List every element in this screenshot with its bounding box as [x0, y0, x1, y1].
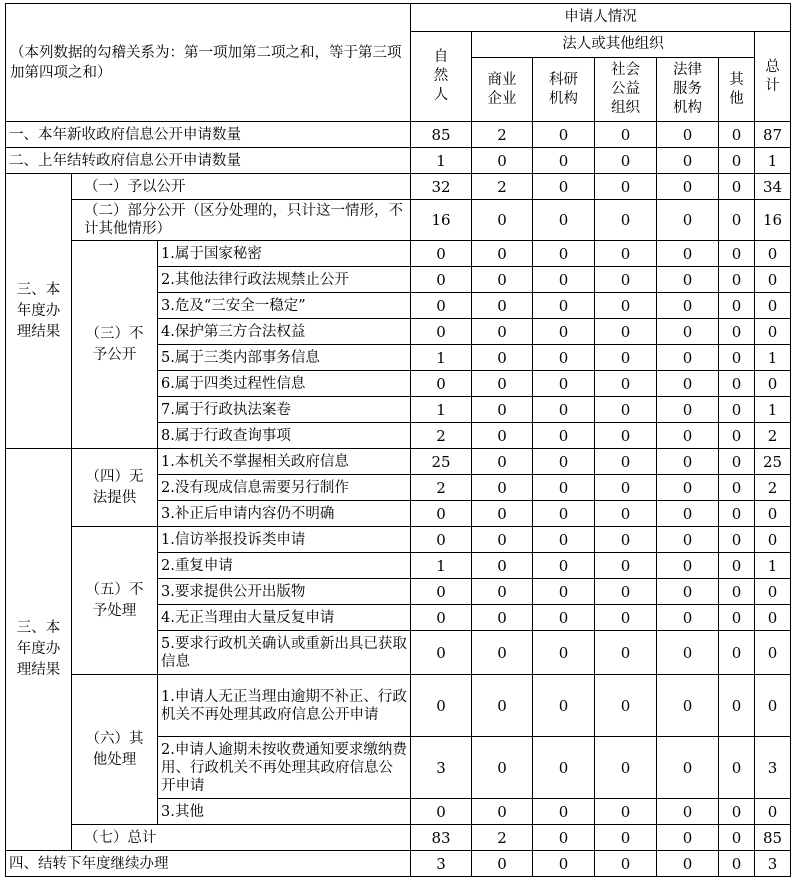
- cell: 0: [533, 174, 595, 200]
- cell: 0: [755, 371, 791, 397]
- cell: 0: [595, 501, 657, 527]
- cell: 0: [533, 241, 595, 267]
- cell: 0: [657, 501, 719, 527]
- row-label: 4.保护第三方合法权益: [158, 319, 411, 345]
- cell: 0: [719, 675, 755, 737]
- row-label: （一）予以公开: [72, 174, 411, 200]
- cell: 0: [472, 371, 533, 397]
- row-label: 6.属于四类过程性信息: [158, 371, 411, 397]
- cell: 0: [719, 423, 755, 449]
- cell: 0: [533, 527, 595, 553]
- table-row: [6, 200, 791, 241]
- cell: 0: [657, 475, 719, 501]
- cell: 0: [657, 605, 719, 631]
- cell: 2: [755, 423, 791, 449]
- cell: 0: [411, 501, 472, 527]
- cell: 0: [533, 553, 595, 579]
- cell: 0: [533, 475, 595, 501]
- cell: 0: [719, 475, 755, 501]
- cell: 0: [719, 737, 755, 799]
- group-withhold-label: （三）不予公开: [72, 241, 158, 449]
- row-label: 4.无正当理由大量反复申请: [158, 605, 411, 631]
- cell: 0: [595, 475, 657, 501]
- cell: 0: [595, 174, 657, 200]
- cell: 0: [719, 527, 755, 553]
- cell: 0: [472, 799, 533, 825]
- cell: 0: [657, 293, 719, 319]
- cell: 0: [595, 737, 657, 799]
- cell: 0: [533, 799, 595, 825]
- cell: 0: [755, 293, 791, 319]
- row-label: 5.属于三类内部事务信息: [158, 345, 411, 371]
- cell: 1: [755, 553, 791, 579]
- cell: 1: [755, 345, 791, 371]
- cell: 0: [472, 553, 533, 579]
- cell: 0: [657, 241, 719, 267]
- cell: 0: [595, 371, 657, 397]
- cell: 0: [411, 267, 472, 293]
- cell: 0: [595, 397, 657, 423]
- table-row: [6, 449, 791, 475]
- cell: 0: [657, 631, 719, 675]
- cell: 0: [657, 675, 719, 737]
- cell: 0: [411, 293, 472, 319]
- cell: 0: [411, 579, 472, 605]
- cell: 0: [533, 501, 595, 527]
- applicant-status-header: 申请人情况: [411, 4, 791, 32]
- cell: 0: [472, 675, 533, 737]
- cell: 0: [719, 293, 755, 319]
- cell: 0: [533, 851, 595, 877]
- cell: 0: [595, 148, 657, 174]
- col-header-business: 商业企业: [472, 58, 533, 122]
- cell: 0: [472, 345, 533, 371]
- cell: 0: [657, 851, 719, 877]
- cell: 0: [533, 449, 595, 475]
- row-label: 1.属于国家秘密: [158, 241, 411, 267]
- cell: 0: [755, 579, 791, 605]
- cell: 0: [595, 825, 657, 851]
- col-header-legal-service: 法律服务机构: [657, 58, 719, 122]
- cell: 0: [657, 423, 719, 449]
- cell: 32: [411, 174, 472, 200]
- cell: 0: [755, 527, 791, 553]
- cell: 0: [595, 345, 657, 371]
- cell: 0: [595, 579, 657, 605]
- cell: 0: [719, 174, 755, 200]
- cell: 0: [755, 241, 791, 267]
- row-label: 1.信访举报投诉类申请: [158, 527, 411, 553]
- table-row: [6, 241, 791, 267]
- cell: 0: [657, 148, 719, 174]
- cell: 0: [472, 200, 533, 241]
- group-other-label: （六）其他处理: [72, 675, 158, 825]
- cell: 0: [657, 174, 719, 200]
- cell: 0: [595, 319, 657, 345]
- cell: 0: [657, 371, 719, 397]
- row-label: （二）部分公开（区分处理的，只计这一情形，不计其他情形）: [72, 200, 411, 241]
- col-header-research: 科研机构: [533, 58, 595, 122]
- cell: 0: [595, 675, 657, 737]
- cell: 0: [719, 579, 755, 605]
- cell: 0: [472, 737, 533, 799]
- cell: 0: [472, 319, 533, 345]
- cell: 0: [533, 631, 595, 675]
- row-label: 2.重复申请: [158, 553, 411, 579]
- cell: 0: [719, 148, 755, 174]
- cell: 0: [657, 527, 719, 553]
- cell: 0: [657, 825, 719, 851]
- cell: 0: [657, 319, 719, 345]
- total-header: 总计: [755, 32, 791, 122]
- cell: 1: [755, 148, 791, 174]
- cell: 3: [411, 737, 472, 799]
- cell: 0: [533, 371, 595, 397]
- cell: 0: [472, 241, 533, 267]
- cell: 85: [411, 122, 472, 148]
- cell: 0: [533, 675, 595, 737]
- row-label: 2.没有现成信息需要另行制作: [158, 475, 411, 501]
- row-label: 3.要求提供公开出版物: [158, 579, 411, 605]
- cell: 0: [595, 423, 657, 449]
- cell: 0: [595, 553, 657, 579]
- cell: 0: [719, 553, 755, 579]
- row-label: 四、结转下年度继续办理: [6, 851, 411, 877]
- cell: 0: [755, 675, 791, 737]
- cell: 1: [411, 553, 472, 579]
- cell: 0: [719, 200, 755, 241]
- row-label: （七）总计: [72, 825, 411, 851]
- cell: 0: [472, 605, 533, 631]
- cell: 0: [411, 241, 472, 267]
- cell: 0: [719, 397, 755, 423]
- cell: 0: [719, 799, 755, 825]
- cell: 0: [595, 527, 657, 553]
- cell: 0: [719, 631, 755, 675]
- row-label: 8.属于行政查询事项: [158, 423, 411, 449]
- cell: 0: [411, 605, 472, 631]
- cell: 0: [472, 267, 533, 293]
- group-cannot-provide-label: （四）无法提供: [72, 449, 158, 527]
- cell: 0: [755, 501, 791, 527]
- cell: 0: [595, 799, 657, 825]
- cell: 0: [657, 397, 719, 423]
- cell: 0: [719, 851, 755, 877]
- col-header-public-welfare: 社会公益组织: [595, 58, 657, 122]
- cell: 1: [411, 397, 472, 423]
- cell: 3: [755, 851, 791, 877]
- cell: 25: [755, 449, 791, 475]
- cell: 0: [719, 501, 755, 527]
- cell: 0: [657, 267, 719, 293]
- cell: 0: [755, 605, 791, 631]
- cell: 0: [595, 851, 657, 877]
- cell: 0: [533, 397, 595, 423]
- cell: 0: [472, 148, 533, 174]
- row-label: 3.其他: [158, 799, 411, 825]
- cell: 0: [595, 267, 657, 293]
- cell: 0: [595, 241, 657, 267]
- cell: 2: [755, 475, 791, 501]
- cell: 0: [533, 345, 595, 371]
- cell: 83: [411, 825, 472, 851]
- table-row: [6, 825, 791, 851]
- cell: 0: [411, 527, 472, 553]
- cell: 0: [595, 605, 657, 631]
- cell: 0: [657, 553, 719, 579]
- cell: 0: [472, 631, 533, 675]
- cell: 0: [755, 799, 791, 825]
- cell: 0: [595, 122, 657, 148]
- cell: 0: [533, 267, 595, 293]
- table-row: [6, 675, 791, 737]
- cell: 85: [755, 825, 791, 851]
- cell: 3: [755, 737, 791, 799]
- relationship-note: （本列数据的勾稽关系为：第一项加第二项之和，等于第三项加第四项之和）: [6, 4, 411, 122]
- table-row: [6, 122, 791, 148]
- cell: 0: [755, 267, 791, 293]
- cell: 0: [533, 423, 595, 449]
- cell: 0: [595, 293, 657, 319]
- natural-person-header: 自然人: [411, 32, 472, 122]
- cell: 0: [657, 122, 719, 148]
- cell: 2: [472, 122, 533, 148]
- cell: 0: [411, 371, 472, 397]
- cell: 0: [595, 449, 657, 475]
- cell: 1: [755, 397, 791, 423]
- cell: 0: [657, 579, 719, 605]
- cell: 0: [472, 579, 533, 605]
- cell: 0: [472, 501, 533, 527]
- cell: 0: [595, 631, 657, 675]
- cell: 0: [472, 475, 533, 501]
- cell: 0: [719, 449, 755, 475]
- cell: 0: [719, 605, 755, 631]
- cell: 0: [719, 241, 755, 267]
- cell: 0: [657, 449, 719, 475]
- col-header-other: 其他: [719, 58, 755, 122]
- cell: 0: [755, 631, 791, 675]
- section3-label-top: 三、本年度办理结果: [6, 174, 72, 449]
- cell: 0: [755, 319, 791, 345]
- cell: 0: [533, 293, 595, 319]
- cell: 2: [472, 825, 533, 851]
- cell: 25: [411, 449, 472, 475]
- cell: 16: [755, 200, 791, 241]
- cell: 0: [411, 319, 472, 345]
- legal-entities-header: 法人或其他组织: [472, 32, 755, 58]
- cell: 0: [719, 267, 755, 293]
- cell: 0: [657, 345, 719, 371]
- cell: 0: [719, 122, 755, 148]
- cell: 0: [472, 527, 533, 553]
- cell: 0: [657, 200, 719, 241]
- cell: 0: [533, 825, 595, 851]
- section3-label-bottom: 三、本年度办理结果: [6, 449, 72, 851]
- cell: 0: [719, 825, 755, 851]
- cell: 0: [533, 737, 595, 799]
- cell: 87: [755, 122, 791, 148]
- cell: 0: [533, 319, 595, 345]
- row-label: 5.要求行政机关确认或重新出具已获取信息: [158, 631, 411, 675]
- cell: 2: [472, 174, 533, 200]
- cell: 0: [533, 605, 595, 631]
- cell: 0: [657, 737, 719, 799]
- row-label: 二、上年结转政府信息公开申请数量: [6, 148, 411, 174]
- cell: 0: [472, 449, 533, 475]
- cell: 0: [411, 675, 472, 737]
- cell: 0: [595, 200, 657, 241]
- row-label: 2.申请人逾期未按收费通知要求缴纳费用、行政机关不再处理其政府信息公开申请: [158, 737, 411, 799]
- cell: 0: [657, 799, 719, 825]
- gov-info-disclosure-table: [5, 3, 791, 877]
- cell: 0: [411, 631, 472, 675]
- cell: 16: [411, 200, 472, 241]
- cell: 0: [472, 293, 533, 319]
- cell: 0: [533, 148, 595, 174]
- cell: 0: [533, 579, 595, 605]
- table-row: [6, 851, 791, 877]
- row-label: 3.补正后申请内容仍不明确: [158, 501, 411, 527]
- cell: 2: [411, 475, 472, 501]
- cell: 0: [472, 397, 533, 423]
- cell: 2: [411, 423, 472, 449]
- table-row: [6, 148, 791, 174]
- row-label: 一、本年新收政府信息公开申请数量: [6, 122, 411, 148]
- row-label: 1.申请人无正当理由逾期不补正、行政机关不再处理其政府信息公开申请: [158, 675, 411, 737]
- cell: 3: [411, 851, 472, 877]
- cell: 0: [533, 200, 595, 241]
- cell: 0: [472, 423, 533, 449]
- cell: 0: [411, 799, 472, 825]
- cell: 34: [755, 174, 791, 200]
- table-row: [6, 174, 791, 200]
- cell: 0: [719, 319, 755, 345]
- group-no-process-label: （五）不予处理: [72, 527, 158, 675]
- cell: 1: [411, 148, 472, 174]
- table-row: [6, 527, 791, 553]
- row-label: 7.属于行政执法案卷: [158, 397, 411, 423]
- cell: 0: [719, 345, 755, 371]
- row-label: 3.危及“三安全一稳定”: [158, 293, 411, 319]
- cell: 0: [719, 371, 755, 397]
- cell: 0: [533, 122, 595, 148]
- row-label: 1.本机关不掌握相关政府信息: [158, 449, 411, 475]
- cell: 0: [472, 851, 533, 877]
- cell: 1: [411, 345, 472, 371]
- row-label: 2.其他法律行政法规禁止公开: [158, 267, 411, 293]
